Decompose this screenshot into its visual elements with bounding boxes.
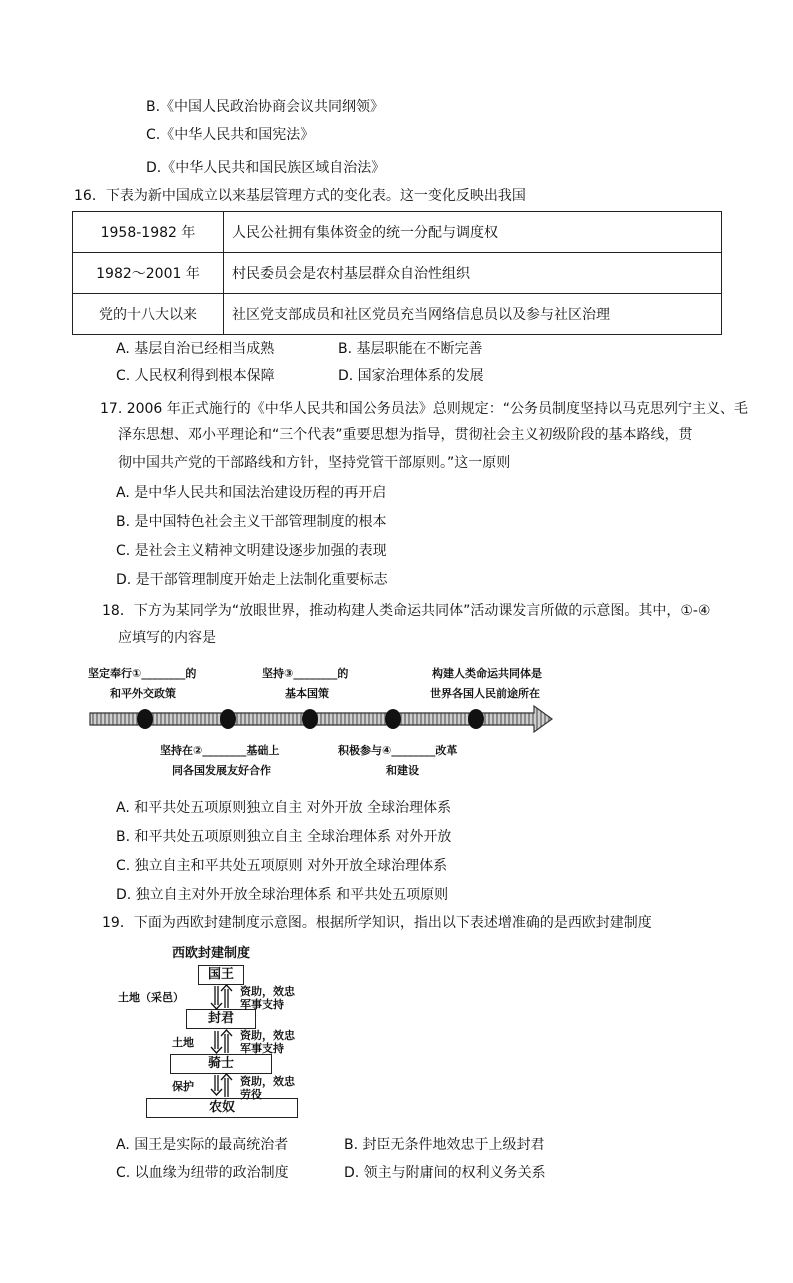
table-cell-content: 社区党支部成员和社区党员充当网络信息员以及参与社区治理	[224, 294, 722, 335]
diagram-label-4b: 和建设	[386, 764, 419, 777]
q19-option-c: C. 以血缘为纽带的政治制度	[116, 1165, 289, 1181]
table-row	[73, 212, 722, 253]
diagram-label-2: 坚持在②________基础上	[160, 744, 280, 757]
box-lord: 封君	[186, 1009, 256, 1029]
q17-option-c: C. 是社会主义精神文明建设逐步加强的表现	[116, 543, 387, 559]
table-row	[73, 253, 722, 294]
q16-option-b: B. 基层职能在不断完善	[338, 341, 483, 357]
q18-option-d: D. 独立自主对外开放全球治理体系 和平共处五项原则	[116, 887, 449, 903]
q17-stem-line-3: 彻中国共产党的干部路线和方针，坚持党管干部原则。”这一原则	[118, 455, 511, 471]
diagram-label-2b: 同各国发展友好合作	[172, 764, 271, 777]
diagram-label-1: 坚定奉行①________的	[88, 667, 197, 680]
q17-option-a: A. 是中华人民共和国法治建设历程的再开启	[116, 485, 387, 501]
diagram-label-4: 积极参与④________改革	[338, 744, 458, 757]
q15-option-c: C.《中华人民共和国宪法》	[146, 127, 315, 143]
label-up-2a: 资助，效忠	[240, 1029, 295, 1042]
table-cell-period: 党的十八大以来	[73, 294, 224, 335]
q18-option-b: B. 和平共处五项原则独立自主 全球治理体系 对外开放	[116, 829, 452, 845]
diagram-label-5b: 世界各国人民前途所在	[430, 687, 540, 700]
q17-option-b: B. 是中国特色社会主义干部管理制度的根本	[116, 514, 387, 530]
diagram-label-3: 坚持③________的	[262, 667, 349, 680]
q18-stem-line-1: 18．下方为某同学为“放眼世界，推动构建人类命运共同体”活动课发言所做的示意图。其中，①-④	[102, 603, 711, 619]
label-down-2: 土地	[172, 1036, 194, 1049]
label-up-1b: 军事支持	[240, 998, 284, 1011]
diagram-label-5: 构建人类命运共同体是	[432, 667, 542, 680]
timeline-arrow	[88, 704, 554, 734]
q15-option-b: B.《中国人民政治协商会议共同纲领》	[146, 99, 385, 115]
label-down-3: 保护	[172, 1080, 194, 1093]
diagram-label-3b: 基本国策	[285, 687, 329, 700]
diagram-label-1b: 和平外交政策	[110, 687, 176, 700]
table-row	[73, 294, 722, 335]
q17-stem-line-1: 17. 2006 年正式施行的《中华人民共和国公务员法》总则规定：“公务员制度坚持以马克思列宁主义、毛	[100, 401, 749, 417]
q18-option-c: C. 独立自主和平共处五项原则 对外开放全球治理体系	[116, 858, 448, 874]
label-up-1a: 资助，效忠	[240, 985, 295, 998]
q16-stem: 16．下表为新中国成立以来基层管理方式的变化表。这一变化反映出我国	[74, 188, 526, 204]
label-up-2b: 军事支持	[240, 1042, 284, 1055]
table-cell-period: 1958-1982 年	[73, 212, 224, 253]
box-king: 国王	[198, 965, 244, 985]
q19-option-a: A. 国王是实际的最高统治者	[116, 1137, 289, 1153]
q19-option-d: D. 领主与附庸间的权利义务关系	[344, 1165, 546, 1181]
box-serf: 农奴	[146, 1098, 298, 1118]
label-up-3a: 资助，效忠	[240, 1075, 295, 1088]
box-knight: 骑士	[170, 1054, 272, 1074]
q17-stem-line-2: 泽东思想、邓小平理论和“三个代表”重要思想为指导，贯彻社会主义初级阶段的基本路线，贯	[118, 427, 693, 443]
q16-option-a: A. 基层自治已经相当成熟	[116, 341, 275, 357]
q16-table	[72, 211, 722, 335]
q18-option-a: A. 和平共处五项原则独立自主 对外开放 全球治理体系	[116, 800, 452, 816]
q16-option-d: D. 国家治理体系的发展	[338, 368, 484, 384]
table-cell-period: 1982～2001 年	[73, 253, 224, 294]
q16-option-c: C. 人民权利得到根本保障	[116, 368, 275, 384]
table-cell-content: 人民公社拥有集体资金的统一分配与调度权	[224, 212, 722, 253]
q17-option-d: D. 是干部管理制度开始走上法制化重要标志	[116, 572, 388, 588]
diagram-title: 西欧封建制度	[172, 946, 251, 961]
label-up-3b: 劳役	[240, 1088, 262, 1101]
label-down-1: 土地（采邑）	[118, 991, 184, 1004]
q15-option-d: D.《中华人民共和国民族区域自治法》	[146, 160, 386, 176]
q19-stem: 19．下面为西欧封建制度示意图。根据所学知识，指出以下表述增准确的是西欧封建制度	[102, 915, 652, 931]
arrows	[205, 985, 235, 1097]
q19-option-b: B. 封臣无条件地效忠于上级封君	[344, 1137, 545, 1153]
table-cell-content: 村民委员会是农村基层群众自治性组织	[224, 253, 722, 294]
q18-stem-line-2: 应填写的内容是	[118, 630, 216, 646]
